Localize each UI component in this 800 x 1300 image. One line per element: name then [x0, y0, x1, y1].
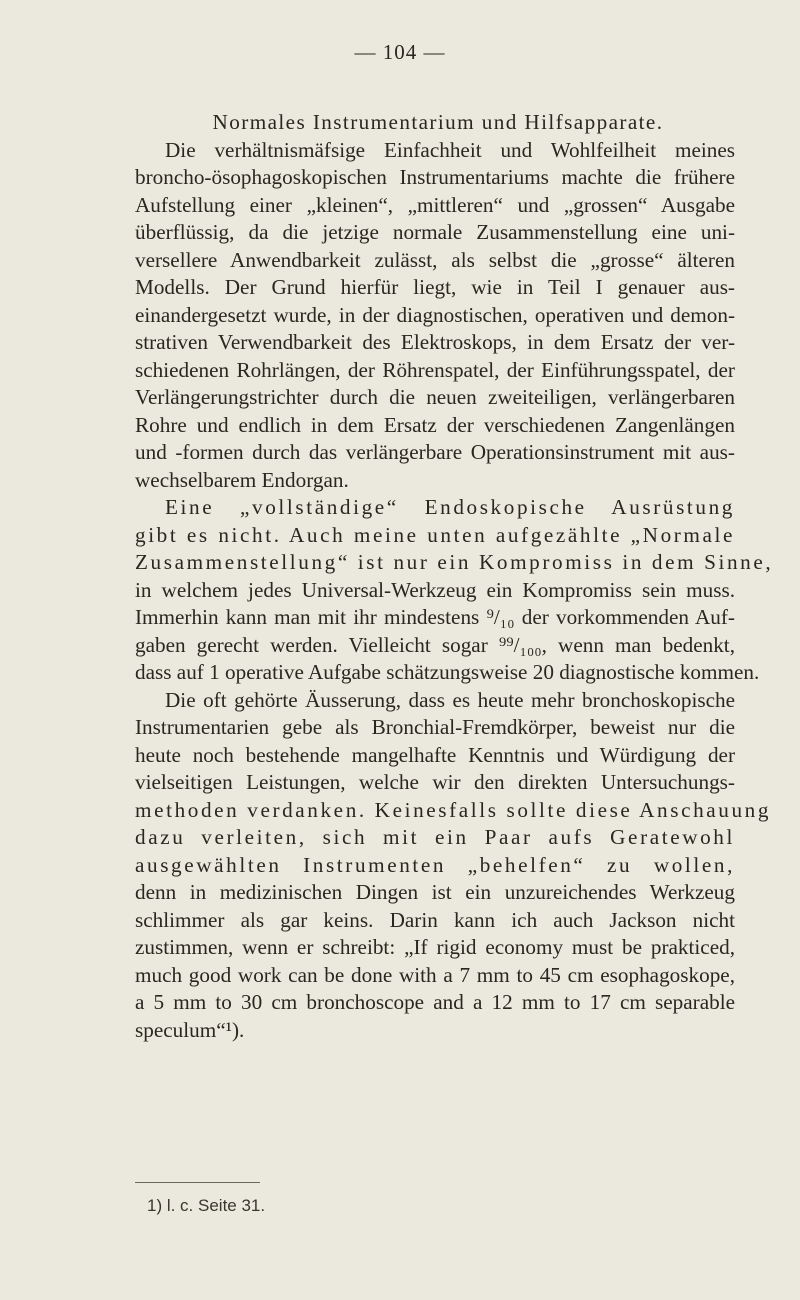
text-line: gibt es nicht. Auch meine unten aufgezählte „Normale	[135, 522, 735, 547]
text-line: zustimmen, wenn er schreibt: „If rigid economy must be prakticed,	[135, 935, 735, 959]
section-heading: Normales Instrumentarium und Hilfsapparate.	[212, 110, 664, 134]
text-line: wechselbarem Endorgan.	[135, 467, 349, 492]
text-line: schlimmer als gar keins. Darin kann ich auch Jackson nicht	[135, 907, 735, 932]
text-line: schiedenen Rohrlängen, der Röhrenspatel, der Einführungsspatel, der	[135, 357, 735, 382]
text-line: Die oft gehörte Äusserung, dass es heute mehr bronchoskopische	[165, 687, 735, 712]
text-line: denn in medizinischen Dingen ist ein unzureichendes Werkzeug	[135, 880, 735, 904]
text-line: Modells. Der Grund hierfür liegt, wie in Teil I genauer aus-	[135, 275, 735, 299]
text-line: und -formen durch das verlängerbare Operationsinstrument mit aus-	[135, 440, 735, 464]
text-line: heute noch bestehende mangelhafte Kenntnis und Würdigung der	[135, 742, 735, 767]
text-line: methoden verdanken. Keinesfalls sollte diese Anschauung	[135, 797, 772, 822]
text-line: Die verhältnismäfsige Einfachheit und Wohlfeilheit meines	[165, 137, 735, 162]
text-line: einandergesetzt wurde, in der diagnostischen, operativen und demon-	[135, 302, 735, 327]
text-line: Aufstellung einer „kleinen“, „mittleren“ und „grossen“ Ausgabe	[135, 192, 735, 217]
text-line: broncho-ösophagoskopischen Instrumentariums machte die frühere	[135, 165, 735, 189]
text-line: Eine „vollständige“ Endoskopische Ausrüstung	[165, 495, 735, 519]
page-number: — 104 —	[354, 40, 446, 64]
text-line: Rohre und endlich in dem Ersatz der verschiedenen Zangenlängen	[135, 412, 735, 437]
text-line: gaben gerecht werden. Vielleicht sogar ⁹⁹/₁₀₀, wenn man bedenkt,	[135, 632, 735, 657]
text-line: überflüssig, da die jetzige normale Zusammenstellung eine uni-	[135, 220, 735, 244]
footnote: 1) l. c. Seite 31.	[147, 1196, 266, 1215]
body-text	[135, 109, 774, 1044]
text-line: a 5 mm to 30 cm bronchoscope and a 12 mm to 17 cm separable	[135, 990, 735, 1014]
text-line: Verlängerungstrichter durch die neuen zweiteiligen, verlängerbaren	[135, 385, 735, 409]
text-line: Zusammenstellung“ ist nur ein Kompromiss in dem Sinne,	[135, 550, 774, 574]
text-line: versellere Anwendbarkeit zulässt, als selbst die „grosse“ älteren	[135, 247, 735, 272]
text-line: in welchem jedes Universal-Werkzeug ein Kompromiss sein muss.	[135, 577, 735, 602]
text-line: ausgewählten Instrumenten „behelfen“ zu wollen,	[135, 852, 735, 877]
paragraph-lines	[135, 137, 774, 1045]
text-line: speculum“¹).	[135, 1017, 245, 1042]
text-line: much good work can be done with a 7 mm to 45 cm esophagoskope,	[135, 962, 735, 987]
text-line: strativen Verwendbarkeit des Elektroskops, in dem Ersatz der ver-	[135, 330, 735, 354]
text-line: Instrumentarien gebe als Bronchial-Fremdkörper, beweist nur die	[135, 715, 735, 739]
text-line: vielseitigen Leistungen, welche wir den direkten Untersuchungs-	[135, 770, 735, 794]
text-line: dazu verleiten, sich mit ein Paar aufs Geratewohl	[135, 825, 735, 849]
text-line: Immerhin kann man mit ihr mindestens ⁹/₁₀ der vorkommenden Auf-	[135, 605, 735, 629]
text-line: dass auf 1 operative Aufgabe schätzungsweise 20 diagnostische kommen.	[135, 660, 760, 684]
footnote-divider	[135, 1182, 260, 1183]
